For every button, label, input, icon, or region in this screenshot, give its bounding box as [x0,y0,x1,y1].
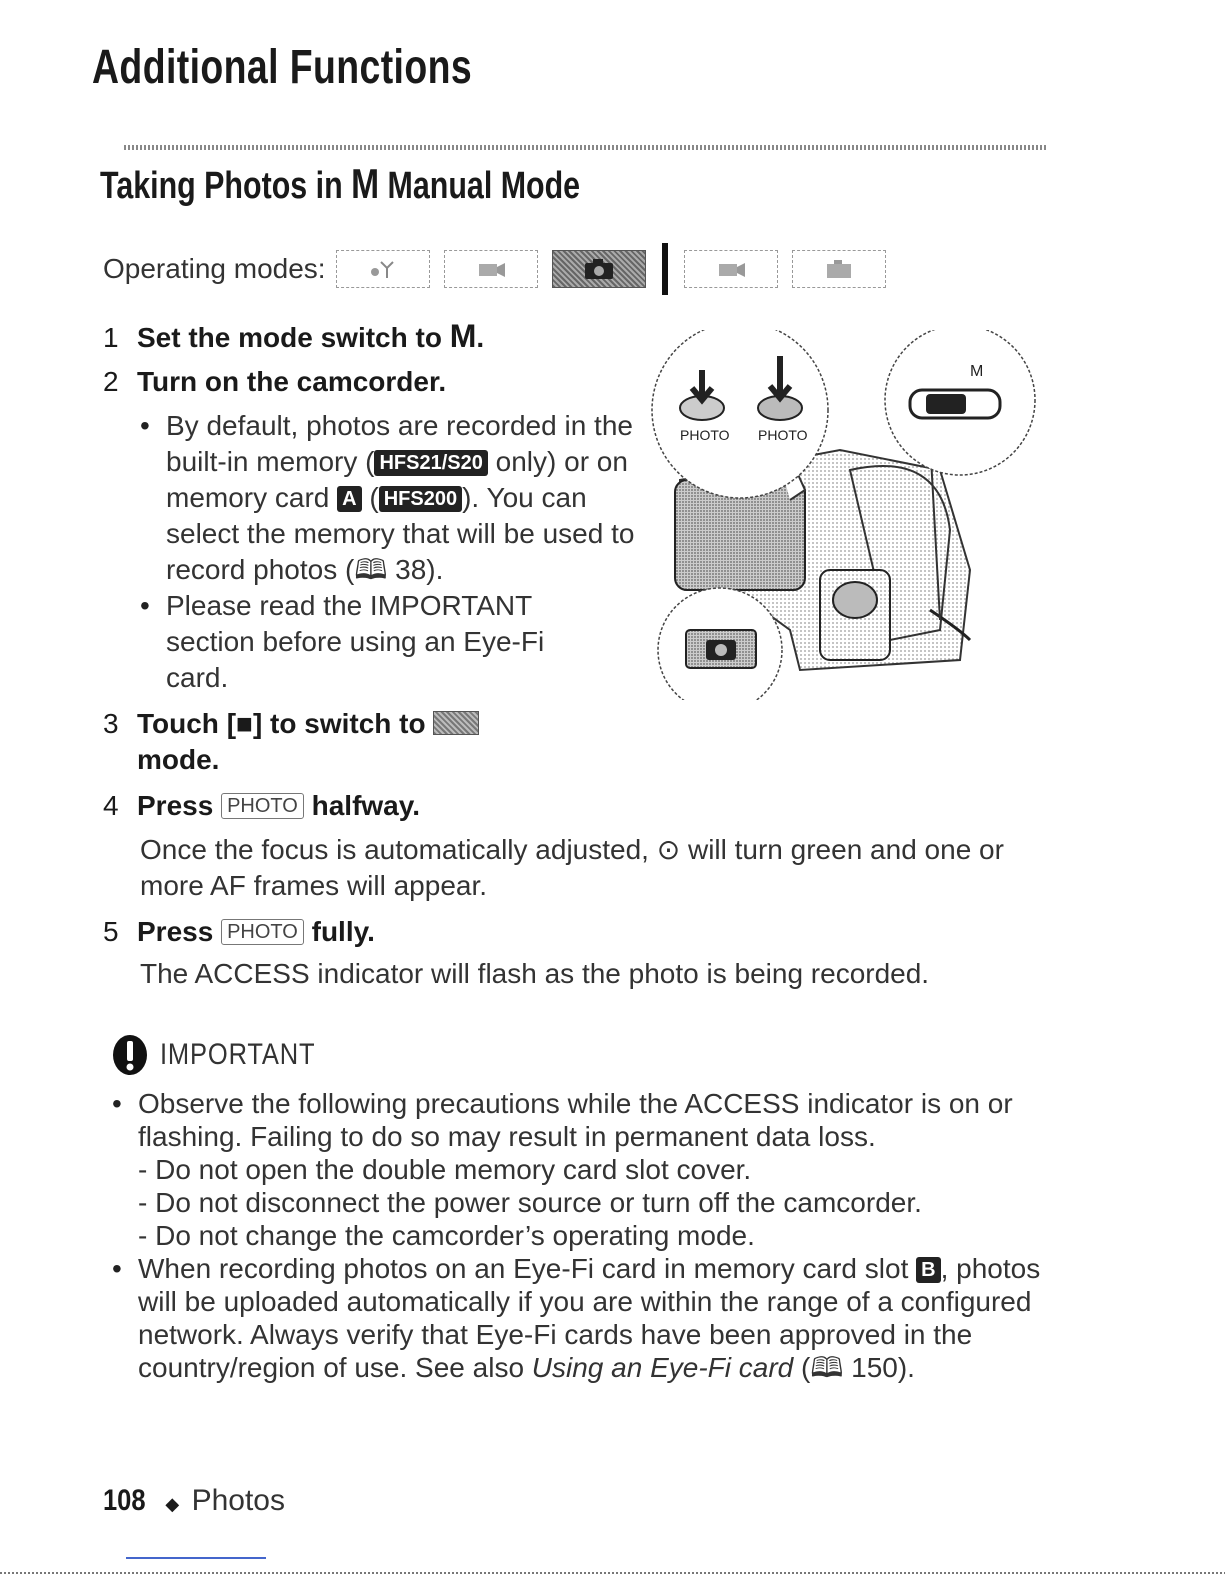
photo-key-icon: PHOTO [221,919,304,945]
step-text: Press [137,916,214,947]
bullet-text: By default, photos are recorded in the built-in memory ( [166,410,633,477]
eyefi-reference-title: Using an Eye-Fi card [531,1352,794,1383]
page-ref: 150 [851,1352,898,1383]
step-number: 1 [103,322,119,353]
footer-separator: ◆ [165,1494,180,1514]
focus-indicator-icon: ⊙ [656,834,681,865]
step-4 [103,790,420,822]
photo-mode-icon [552,250,646,288]
step-2 [103,366,446,398]
step-text: Turn on the camcorder. [137,366,447,397]
important-dash-3: - Do not change the camcorder’s operating mode. [138,1220,755,1251]
step-text: halfway. [311,790,421,821]
bullet-text: Please read the IMPORTANT section before using an Eye-Fi card. [166,590,545,693]
body-text: Once the focus is automatically adjusted, [140,834,649,865]
important-bullet-2: • When recording photos on an Eye-Fi card in memory card slot B , photos will be uploaded automatically if you are within the range of a configured network. Always verify that Eye-Fi cards have been approved in the country/region of use. See also Using an Eye-Fi card (🕮 150). [112,1252,1052,1384]
bullet-text: only) or on memory card [166,446,628,513]
bullet-memory [140,408,640,588]
step-number: 4 [103,790,119,821]
camera-icon: ■ [236,708,253,739]
operating-modes [103,243,900,295]
step-number: 2 [103,366,119,397]
photo-label-half: PHOTO [680,427,730,443]
important-icon [110,1033,150,1077]
step-text-end: . [476,322,485,353]
card-b-icon: B [916,1257,940,1283]
important-dash-1: - Do not open the double memory card slot cover. [138,1154,752,1185]
step-5 [103,916,375,948]
important-label: IMPORTANT [160,1038,316,1071]
bullet-text: ( [361,482,379,513]
section-title-suffix: Manual Mode [387,165,581,207]
bullet-eyefi [140,588,640,696]
auto-mode-icon [336,250,430,288]
step-1 [103,318,484,355]
bullet-text: Observe the following precautions while the ACCESS indicator is on or flashing. Failing to do so may result in permanent data loss. [138,1088,1013,1152]
playback-movie-mode-icon [684,250,778,288]
chapter-title: Additional Functions [92,41,473,94]
page-ref: 38 [395,554,427,585]
important-dash-2: - Do not disconnect the power source or turn off the camcorder. [138,1187,922,1218]
camcorder-illustration [640,330,1040,700]
step-number: 3 [103,708,119,739]
photo-label-full: PHOTO [758,427,808,443]
step-text: Press [137,790,214,821]
bullet-text: , photos will be uploaded automatically if you are within the range of a configured network. Always verify that Eye-Fi cards have been approved in the country/region of use. See also [138,1253,1041,1383]
operating-modes-label: Operating modes: [103,253,326,284]
step-text: fully. [311,916,375,947]
photo-key-icon: PHOTO [221,793,304,819]
step-2-bullets [140,408,640,696]
book-icon: 🕮 [354,554,388,585]
manual-mode-icon: M [351,160,380,207]
step-3 [103,706,479,778]
bullet-text: ). [426,554,444,585]
step-5-body [140,956,1040,992]
important-heading [110,1033,343,1077]
section-divider [124,145,1046,150]
section-title-prefix: Taking Photos in [100,165,343,207]
bottom-divider [0,1572,1225,1574]
card-a-icon: A [337,486,361,512]
bullet-text: ). [897,1352,915,1383]
bullet-text: ). You can select the memory that will be used to record photos ( [166,482,635,585]
step-text-end: mode. [137,744,220,775]
body-text: The ACCESS indicator will flash as the photo is being recorded. [140,958,930,989]
movie-mode-icon [444,250,538,288]
body-text: will turn green and one or more AF frames will appear. [140,834,1004,901]
cut-mark [126,1557,266,1559]
photo-mode-icon [433,711,479,735]
step-number: 5 [103,916,119,947]
important-section [112,1087,1052,1384]
step-text: Touch [ [137,708,237,739]
page-footer [103,1484,285,1518]
section-title [100,160,580,208]
step-text: Set the mode switch to [137,322,442,353]
bullet-text: When recording photos on an Eye-Fi card in memory card slot [138,1253,909,1284]
mode-separator [662,243,668,295]
page-number: 108 [103,1484,146,1517]
model-badge-hfs21: HFS21/S20 [374,450,487,476]
mode-switch-label: M [970,363,984,380]
footer-section: Photos [191,1484,285,1517]
step-4-body [140,832,1040,904]
important-bullet-1 [112,1087,1052,1153]
model-badge-hfs200: HFS200 [379,486,462,512]
book-icon: 🕮 [810,1352,844,1383]
step-text: ] to switch to [252,708,426,739]
manual-mode-icon: M [449,318,477,354]
playback-photo-mode-icon [792,250,886,288]
